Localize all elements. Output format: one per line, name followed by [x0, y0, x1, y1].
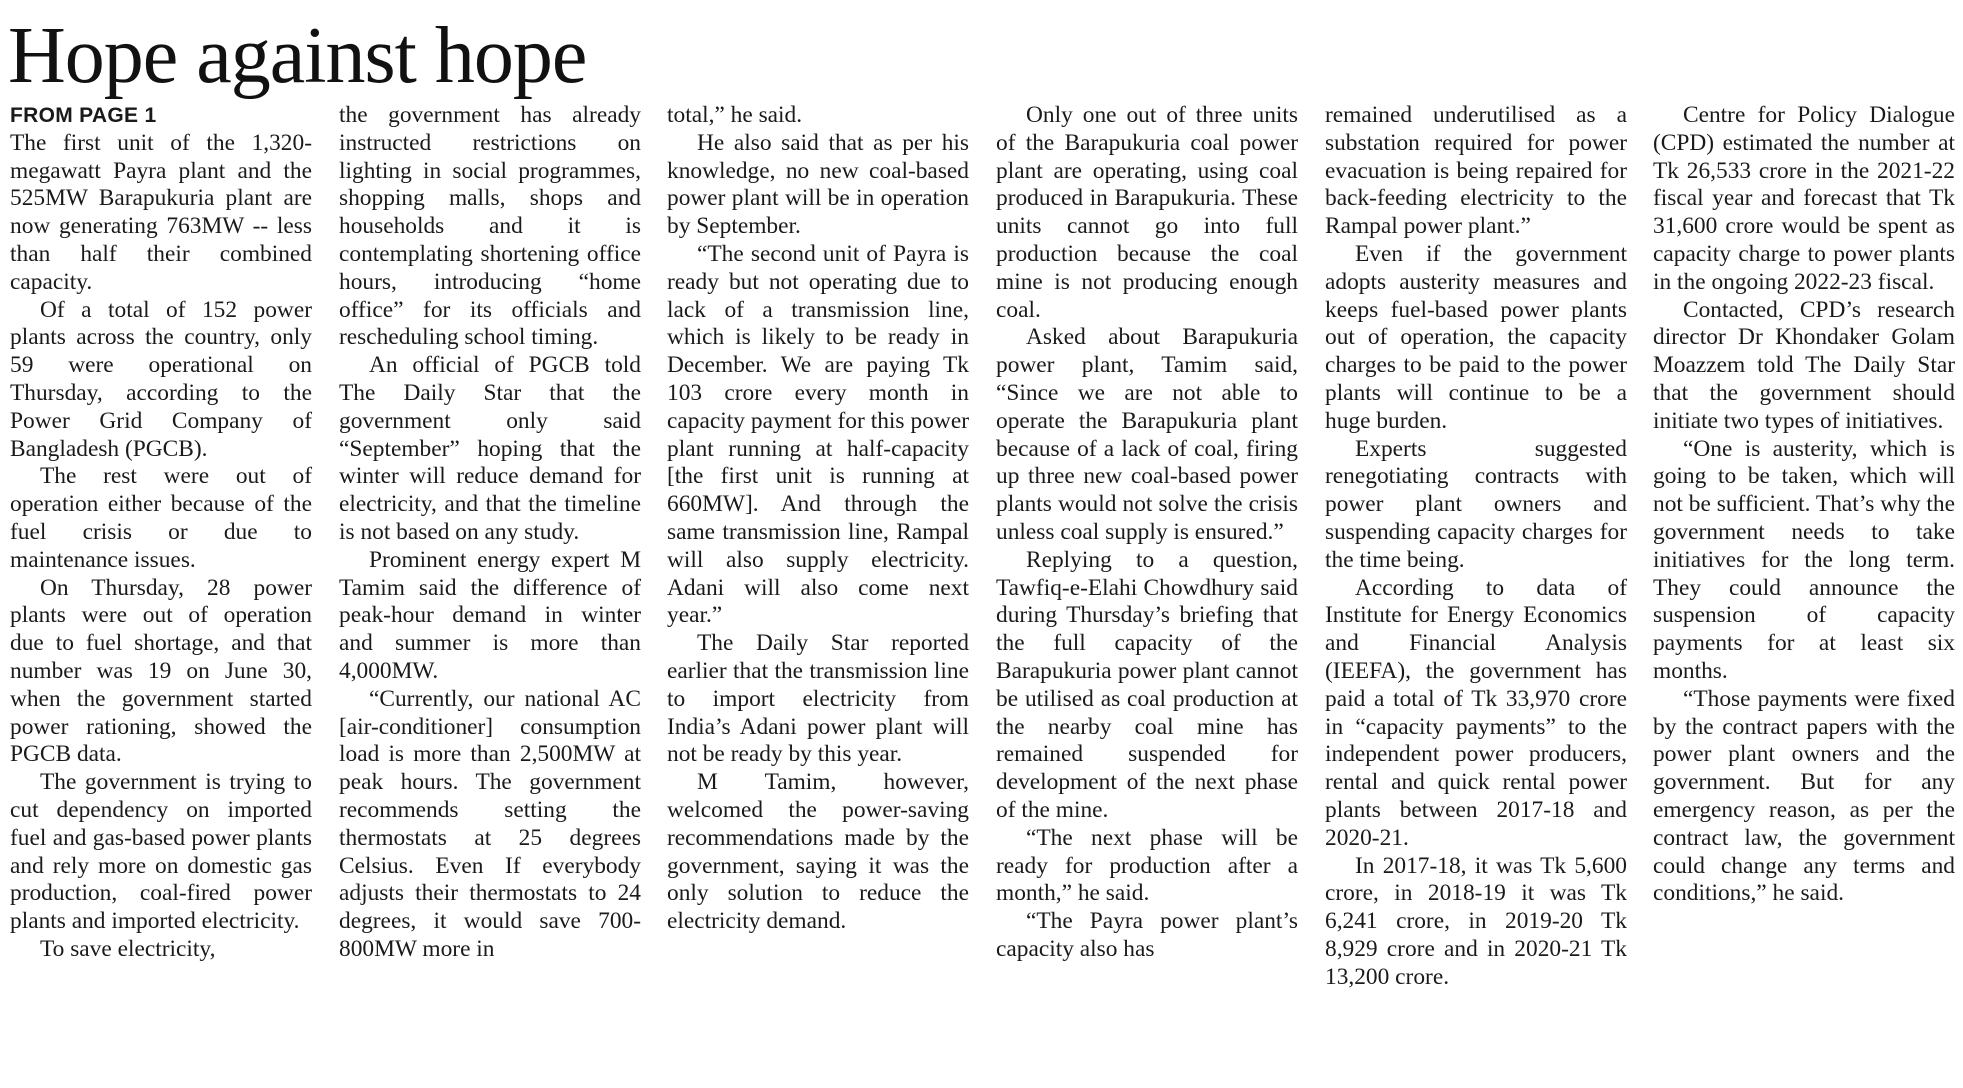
paragraph: Replying to a question, Tawfiq-e-Elahi Chowdhury said during Thursday’s briefing that the full capacity of the Barapukuria power plant cannot be utilised as coal production at the nearby coal mine has remained suspended for development of the next phase of the mine.	[996, 546, 1298, 823]
paragraph: In 2017-18, it was Tk 5,600 crore, in 2018-19 it was Tk 6,241 crore, in 2019-20 Tk 8,929 crore and in 2020-21 Tk 13,200 crore.	[1325, 852, 1627, 990]
paragraph: To save electricity,	[40, 935, 216, 962]
paragraph: The first unit of the 1,320-megawatt Payra plant and the 525MW Barapukuria plant are now generating 763MW -- less than half their combined capacity.	[10, 129, 312, 295]
article-column-2	[339, 102, 641, 964]
paragraph: “One is austerity, which is going to be taken, which will not be sufficient. That’s why the government needs to take initiatives for the long term. They could announce the suspension of capacity payments for at least six months.	[1653, 435, 1955, 684]
article-column-6	[1653, 102, 1955, 908]
article-column-3	[667, 102, 969, 936]
paragraph: On Thursday, 28 power plants were out of operation due to fuel shortage, and that number was 19 on June 30, when the government started power rationing, showed the PGCB data.	[10, 574, 312, 768]
article-column-1	[10, 102, 312, 964]
paragraph: An official of PGCB told The Daily Star that the government only said “September” hoping that the winter will reduce demand for electricity, and that the timeline is not based on any study.	[339, 352, 641, 545]
paragraph: remained underutilised as a substation required for power evacuation is being repaired for back-feeding electricity to the Rampal power plant.”	[1325, 102, 1627, 240]
article-column-5	[1325, 102, 1627, 992]
paragraph: The Daily Star reported earlier that the transmission line to import electricity from India’s Adani power plant will not be ready by this year.	[667, 630, 969, 768]
paragraph: total,” he said.	[667, 102, 803, 128]
paragraph: “The second unit of Payra is ready but not operating due to lack of a transmission line, which is likely to be ready in December. We are paying Tk 103 crore every month in capacity payment for this power plant running at half-capacity [the first unit is running at 660MW]. And through the same transmission line, Rampal will also supply electricity. Adani will also come next year.”	[667, 240, 969, 629]
paragraph: Of a total of 152 power plants across the country, only 59 were operational on Thursday, according to the Power Grid Company of Bangladesh (PGCB).	[10, 296, 312, 462]
article-column-4	[996, 102, 1298, 964]
paragraph: Experts suggested renegotiating contracts with power plant owners and suspending capacity charges for the time being.	[1325, 435, 1627, 573]
paragraph: The rest were out of operation either because of the fuel crisis or due to maintenance issues.	[10, 463, 312, 573]
paragraph: He also said that as per his knowledge, no new coal-based power plant will be in operation by September.	[667, 129, 969, 240]
paragraph: Centre for Policy Dialogue (CPD) estimated the number at Tk 26,533 crore in the 2021-22 fiscal year and forecast that Tk 31,600 crore would be spent as capacity charge to power plants in the ongoing 2022-23 fiscal.	[1653, 102, 1955, 295]
kicker-from-page-1: FROM PAGE 1	[10, 104, 157, 127]
paragraph: The government is trying to cut dependency on imported fuel and gas-based power plants and rely more on domestic gas production, coal-fired power plants and imported electricity.	[10, 769, 312, 935]
paragraph: M Tamim, however, welcomed the power-saving recommendations made by the government, saying it was the only solution to reduce the electricity demand.	[667, 769, 969, 935]
paragraph: According to data of Institute for Energy Economics and Financial Analysis (IEEFA), the government has paid a total of Tk 33,970 crore in “capacity payments” to the independent power producers, rental and quick rental power plants between 2017-18 and 2020-21.	[1325, 574, 1627, 851]
paragraph: Only one out of three units of the Barapukuria coal power plant are operating, using coal produced in Barapukuria. These units cannot go into full production because the coal mine is not producing enough coal.	[996, 102, 1298, 323]
paragraph: “The Payra power plant’s capacity also has	[996, 908, 1298, 962]
paragraph: “Those payments were fixed by the contract papers with the power plant owners and the government. But for any emergency reason, as per the contract law, the government could change any terms and conditions,” he said.	[1653, 685, 1955, 907]
paragraph: the government has already instructed restrictions on lighting in social programmes, shopping malls, shops and households and it is contemplating shortening office hours, introducing “home office” for its officials and rescheduling school timing.	[339, 102, 641, 351]
paragraph: Even if the government adopts austerity measures and keeps fuel-based power plants out of operation, the capacity charges to be paid to the power plants will continue to be a huge burden.	[1325, 240, 1627, 434]
paragraph: Contacted, CPD’s research director Dr Khondaker Golam Moazzem told The Daily Star that the government should initiate two types of initiatives.	[1653, 296, 1955, 434]
paragraph: “The next phase will be ready for production after a month,” he said.	[996, 824, 1298, 907]
paragraph: Prominent energy expert M Tamim said the difference of peak-hour demand in winter and summer is more than 4,000MW.	[339, 546, 641, 684]
paragraph: “Currently, our national AC [air-conditioner] consumption load is more than 2,500MW at peak hours. The government recommends setting the thermostats at 25 degrees Celsius. Even If everybody adjusts their thermostats to 24 degrees, it would save 700-800MW more in	[339, 685, 641, 962]
headline: Hope against hope	[8, 12, 587, 100]
paragraph: Asked about Barapukuria power plant, Tamim said, “Since we are not able to operate the Barapukuria plant because of a lack of coal, firing up three new coal-based power plants would not solve the crisis unless coal supply is ensured.”	[996, 324, 1298, 545]
